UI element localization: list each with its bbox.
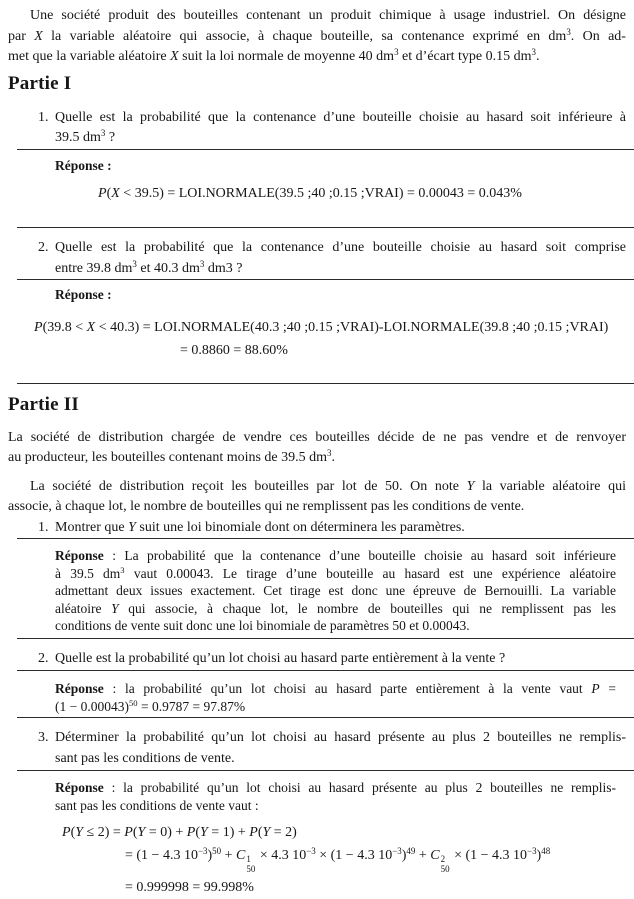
- part2-question-1: [8, 518, 626, 539]
- part1-heading: Partie I: [8, 72, 72, 94]
- text-line: Déterminer la probabilité qu’un lot choisi au hasard présente au plus 2 bouteilles ne remplis-: [55, 730, 626, 745]
- text-line: $(1 - 0.00043)^{50} = 0.9787 = 97.87\%$: [55, 697, 246, 714]
- question-number: 2.: [38, 240, 49, 255]
- text-line: met que la variable aléatoire X suit la loi normale de moyenne 40 $dm^3$ et d’écart type 0.15 $dm^3$.: [8, 47, 540, 64]
- text-line: La société de distribution chargée de vendre ces bouteilles décide de ne pas vendre et de renvoyer: [8, 429, 626, 445]
- text-line: La société de distribution reçoit les bouteilles par lot de 50. On note Y la variable aléatoire qui: [30, 478, 626, 494]
- horizontal-rule: [17, 538, 634, 539]
- part2-paragraph-2: [8, 477, 626, 518]
- question-number: 1.: [38, 109, 49, 125]
- text-line: conditions de vente suit donc une loi binomiale de paramètres 50 et 0.00043.: [55, 618, 470, 633]
- question-number: 3.: [38, 730, 49, 745]
- text-line: au producteur, les bouteilles contenant moins de 39.5 $dm^3$.: [8, 448, 336, 465]
- text-line: sant pas les conditions de vente.: [55, 750, 235, 766]
- equation-loi-normale-1: P(X < 39.5) = LOI.NORMALE(39.5 ;40 ;0.15 ;VRAI) = 0.00043 = 0.043%: [98, 186, 522, 201]
- text-line: Réponse : la probabilité qu’un lot choisi au hasard présente au plus 2 bouteilles ne remplis-: [55, 780, 616, 795]
- horizontal-rule: [17, 279, 634, 280]
- text-line: Quelle est la probabilité qu’un lot choisi au hasard parte entièrement à la vente ?: [55, 650, 506, 666]
- text-line: Quelle est la probabilité que la contenance d’une bouteille choisie au hasard soit inférieure à: [55, 109, 626, 125]
- part1-question-1: [8, 108, 626, 149]
- part2-heading: Partie II: [8, 393, 79, 415]
- horizontal-rule: [17, 149, 634, 150]
- equation-loi-normale-2-line1: P(39.8 < X < 40.3) = LOI.NORMALE(40.3 ;40 ;0.15 ;VRAI)-LOI.NORMALE(39.8 ;40 ;0.15 ;VRAI): [34, 319, 609, 335]
- text-line: aléatoire Y qui associe, à chaque lot, le nombre de bouteilles qui ne remplissent pas les: [55, 600, 616, 616]
- equation-loi-normale-2-line2: = 0.8860 = 88.60%: [180, 342, 288, 358]
- text-line: Réponse : la probabilité qu’un lot choisi au hasard parte entièrement à la vente vaut P =: [55, 681, 616, 696]
- text-line: 39.5 $dm^3$ ?: [55, 128, 116, 145]
- question-text: [55, 728, 626, 769]
- text-line: sant pas les conditions de vente vaut :: [55, 797, 259, 813]
- question-text: [55, 518, 626, 539]
- horizontal-rule: [17, 227, 634, 228]
- text-line: par X la variable aléatoire qui associe, à chaque bouteille, sa contenance exprimé en $dm^3$. On ad-: [8, 26, 626, 44]
- part2-paragraph-1: [8, 428, 626, 469]
- part2-question-2: [8, 649, 626, 670]
- equation-binomiale-line2: = (1 − 4.3 $10^{-3})^{50} + C$ 1 50 × 4.3 $10^{-3} \times (1 - 4.3$ $10^{-3})^{49} + C$ 2 50 × (1 − 4.3 $10^{-3})^{48}$: [125, 846, 551, 875]
- equation-binomiale-line1: P(Y ≤ 2) = P(Y = 0) + P(Y = 1) + P(Y = 2): [62, 825, 297, 840]
- part2-answer-3-text: [55, 779, 616, 814]
- text-line: admettant deux issues exactement. Cet tirage est donc une épreuve de Bernouilli. La variable: [55, 583, 616, 598]
- text-line: Une société produit des bouteilles contenant un produit chimique à usage industriel. On désigne: [30, 8, 626, 23]
- text-line: Montrer que Y suit une loi binomiale dont on déterminera les paramètres.: [55, 519, 465, 535]
- horizontal-rule: [17, 670, 634, 671]
- part2-answer-2: [55, 680, 616, 715]
- text-line: associe, à chaque lot, le nombre de bouteilles qui ne remplissent pas les conditions de vente.: [8, 499, 525, 514]
- question-number: 2.: [38, 650, 49, 666]
- horizontal-rule: [17, 638, 634, 639]
- text-line: à 39.5 $dm^3$ vaut 0.00043. Le tirage d’une bouteille au hasard est une expérience aléatoire: [55, 564, 616, 581]
- horizontal-rule: [17, 770, 634, 771]
- question-text: [55, 649, 626, 670]
- question-number: 1.: [38, 519, 49, 535]
- answer-label: Réponse :: [55, 157, 112, 173]
- text-line: entre 39.8 $dm^3$ et 40.3 $dm^3$ dm3 ?: [55, 258, 243, 276]
- question-text: [55, 108, 626, 149]
- question-text: [55, 238, 626, 279]
- part2-question-3: [8, 728, 626, 769]
- intro-paragraph: [8, 6, 626, 68]
- part1-question-2: [8, 238, 626, 279]
- answer-label: Réponse :: [55, 287, 112, 302]
- part2-answer-1: [55, 547, 616, 635]
- horizontal-rule: [17, 717, 634, 718]
- horizontal-rule: [17, 383, 634, 384]
- equation-binomiale-line3: = 0.999998 = 99.998%: [125, 879, 254, 895]
- text-line: Réponse : La probabilité que la contenance d’une bouteille choisie au hasard soit inférieure: [55, 548, 616, 563]
- text-line: Quelle est la probabilité que la contenance d’une bouteille choisie au hasard soit comprise: [55, 240, 626, 255]
